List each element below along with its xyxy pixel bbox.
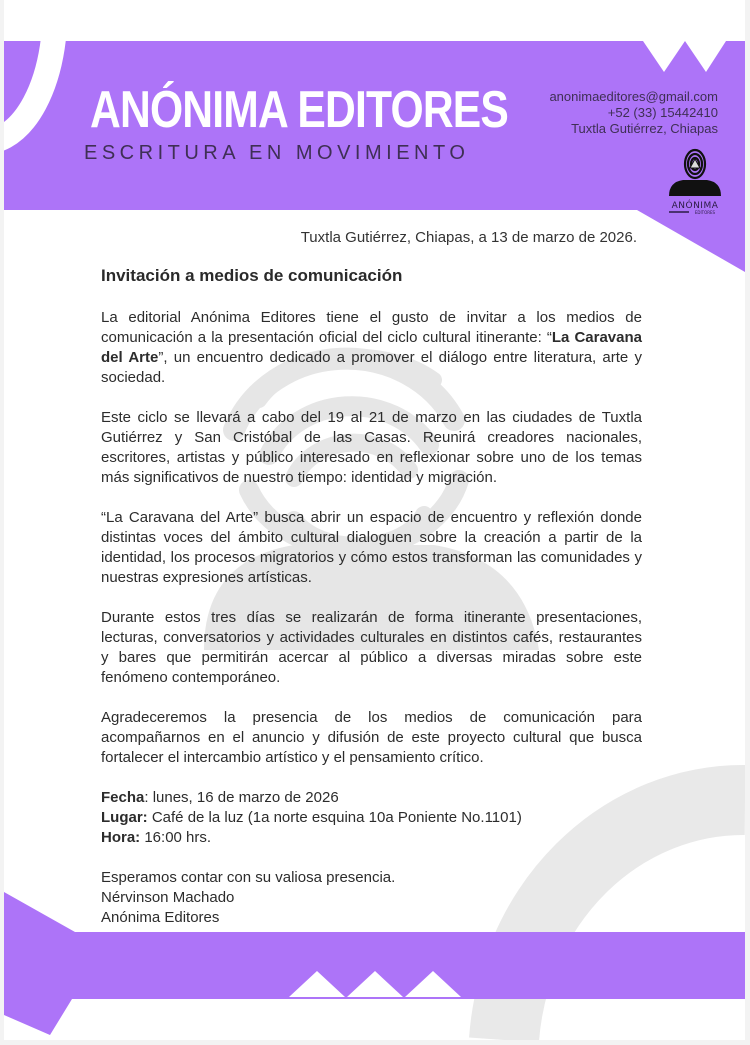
anonymous-fingerprint-head-icon <box>661 146 729 221</box>
letter-heading: Invitación a medios de comunicación <box>101 266 403 285</box>
letter-body <box>101 264 642 928</box>
contact-email[interactable]: anonimaeditores@gmail.com <box>549 89 718 104</box>
svg-text:EDITORES: EDITORES <box>694 210 716 215</box>
brand-title: ANÓNIMA EDITORES <box>90 81 509 139</box>
paragraph-activities: Durante estos tres días se realizarán de forma itinerante presentaciones, lecturas, conversatorios y actividades culturales en distintos cafés, restaurantes y bares que permitirán acercar al público a diversas miradas sobre este fenómeno contemporáneo. <box>101 609 642 686</box>
contact-phone: +52 (33) 15442410 <box>607 105 718 120</box>
paragraph-intro: La editorial Anónima Editores tiene el gusto de invitar a los medios de comunicación a la presentación oficial del ciclo cultural itinerante: “La Caravana del Arte”, un encuentro dedicado a promover el diálogo entre literatura, arte y sociedad. <box>101 309 642 386</box>
letter-date: Tuxtla Gutiérrez, Chiapas, a 13 de marzo de 2026. <box>300 229 637 246</box>
detail-date: Fecha: lunes, 16 de marzo de 2026 <box>101 789 339 806</box>
svg-text:ANÓNIMA: ANÓNIMA <box>671 201 719 211</box>
footer-triangles <box>289 971 461 997</box>
anonima-logo <box>661 146 729 221</box>
signer-name: Nérvinson Machado <box>101 889 235 906</box>
closing-line: Esperamos contar con su valiosa presencia. <box>101 869 396 886</box>
paragraph-purpose: “La Caravana del Arte” busca abrir un espacio de encuentro y reflexión donde distintas voces del ámbito cultural dialoguen sobre la creación a partir de la identidad, los procesos migratorios y cómo estos transforman las comunidades y nuestras expresiones artísticas. <box>101 509 642 586</box>
contact-info <box>549 89 718 137</box>
contact-location: Tuxtla Gutiérrez, Chiapas <box>571 121 718 136</box>
letter-page <box>4 0 745 1040</box>
event-name: La Caravana del Arte <box>101 329 642 366</box>
signer-organization: Anónima Editores <box>101 909 220 926</box>
detail-place: Lugar: Café de la luz (1a norte esquina 10a Poniente No.1101) <box>101 809 522 826</box>
letter-closing <box>101 868 642 928</box>
detail-time: Hora: 16:00 hrs. <box>101 829 212 846</box>
event-details <box>101 788 642 848</box>
brand-subtitle: ESCRITURA EN MOVIMIENTO <box>84 142 470 164</box>
paragraph-dates: Este ciclo se llevará a cabo del 19 al 21 de marzo en las ciudades de Tuxtla Gutiérrez y San Cristóbal de las Casas. Reunirá creadores nacionales, escritores, artistas y público interesado en reflexionar sobre uno de los temas más significativos de nuestro tiempo: identidad y migración. <box>101 409 642 486</box>
paragraph-thanks: Agradeceremos la presencia de los medios de comunicación para acompañarnos en el anuncio y difusión de este proyecto cultural que busca fortalecer el intercambio artístico y el pensamiento crítico. <box>101 709 642 766</box>
